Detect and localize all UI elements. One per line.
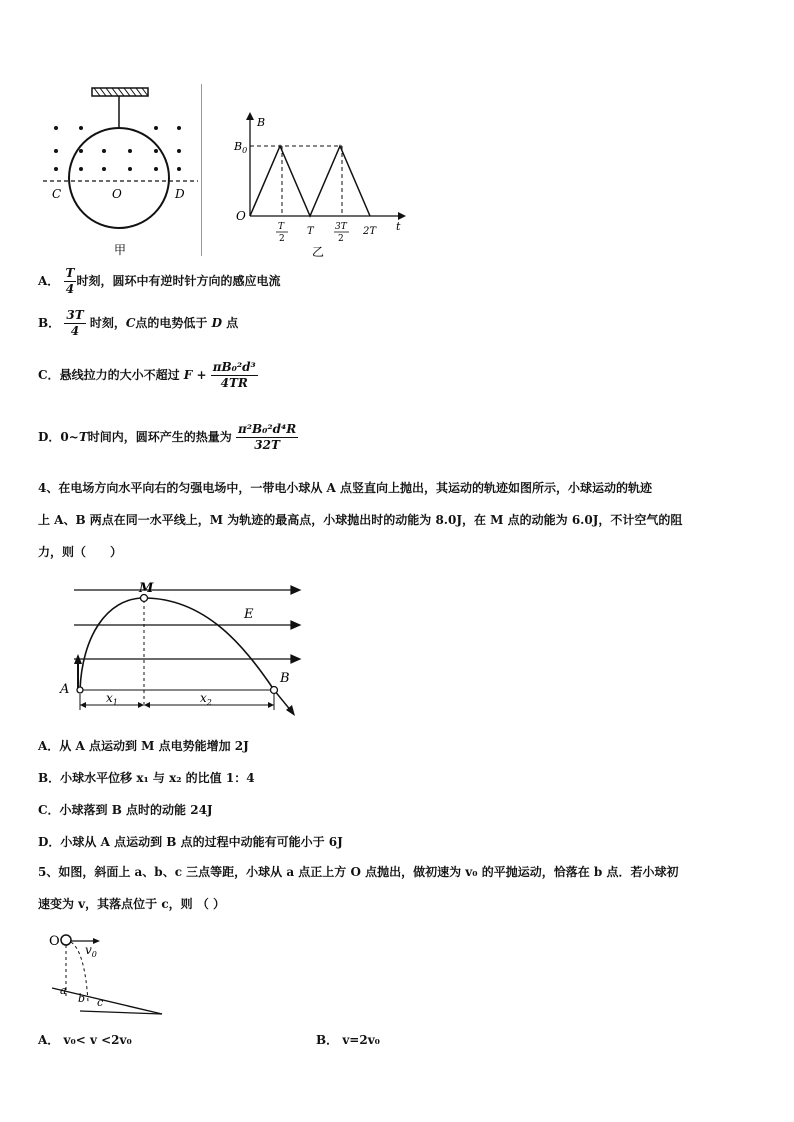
graph-b0-label: $B_0$	[234, 140, 248, 155]
ring-label-c: C	[52, 187, 62, 201]
q5-option-b: B． v=2v₀	[316, 1033, 380, 1047]
figure-divider	[201, 84, 202, 256]
figure-caption-left: 甲	[114, 243, 127, 257]
trajectory-figure	[56, 578, 306, 720]
frac-force-bound: $\frac{\text{πB₀²d³}}{4TR}$	[212, 360, 256, 390]
q4-option-a: A．从 A 点运动到 M 点电势能增加 2J	[38, 739, 249, 753]
ring-label-o: O	[112, 187, 122, 201]
q5-option-a: A． v₀< v <2v₀	[38, 1033, 132, 1047]
graph-t-axis-label: t	[396, 220, 401, 233]
proj-label-b: b	[78, 992, 86, 1005]
graph-b-axis-label: B	[257, 116, 266, 129]
figure-caption-right: 乙	[312, 245, 325, 259]
traj-label-m: M	[139, 581, 154, 596]
traj-label-x1: $x_1$	[106, 691, 118, 707]
q5-stem: 5、如图，斜面上 a、b、c 三点等距，小球从 a 点正上方 O 点抛出，做初速为 v₀ 的平抛运动，恰落在 b 点．若小球初 速变为 v，其落点位于 c，则 （ ）	[38, 865, 679, 911]
q4-option-d: D．小球从 A 点运动到 B 点的过程中动能有可能小于 6J	[38, 835, 343, 849]
bt-graph	[230, 108, 414, 262]
proj-label-c: c	[97, 996, 104, 1009]
triangle-wave	[250, 146, 370, 216]
graph-origin-label: O	[236, 209, 246, 223]
projectile-figure	[40, 928, 180, 1024]
frac-heat: $\frac{\text{π²B₀²d⁴R}}{32T}$	[237, 422, 297, 452]
ring-figure	[38, 82, 208, 262]
traj-label-b: B	[280, 671, 290, 686]
proj-label-o: O	[49, 934, 60, 949]
tick-t-half: T	[278, 222, 285, 232]
q4-options	[38, 730, 758, 858]
q4-option-c: C．小球落到 B 点时的动能 24J	[38, 803, 213, 817]
ring-label-d: D	[175, 187, 185, 201]
tick-3t-half: 3T	[335, 222, 347, 232]
tick-t: T	[307, 226, 314, 237]
q4-stem: 4、在电场方向水平向右的匀强电场中，一带电小球从 A 点竖直向上抛出，其运动的轨迹如图所示，小球运动的轨迹 上 A、B 两点在同一水平线上，M 为轨迹的最高点，小球抛出时的动能为 8.0J，在 M 点的动能为 6.0J，不计空气的阻 力，则（ ）	[38, 481, 683, 559]
proj-label-v0: $v_0$	[85, 943, 97, 959]
q4-option-b: B．小球水平位移 x₁ 与 x₂ 的比值 1：4	[38, 771, 255, 785]
traj-label-a: A	[60, 682, 70, 697]
tick-3t-half-den: 2	[338, 234, 344, 244]
traj-label-e: E	[244, 607, 254, 622]
q3-option-a: A． $\frac{T}{4}$ 时刻，圆环中有逆时针方向的感应电流	[38, 266, 281, 296]
frac-t-4: $\frac{T}{4}$	[65, 266, 75, 296]
tick-2t: 2T	[363, 226, 377, 237]
traj-label-x2: $x_2$	[200, 691, 212, 707]
q3-option-b: B． $\frac{3T}{4}$ 时刻，C点的电势低于 D 点	[38, 308, 239, 338]
proj-label-a: a	[60, 984, 67, 997]
tick-t-half-den: 2	[279, 234, 285, 244]
q3-option-c: C．悬线拉力的大小不超过 F + $\frac{\text{πB₀²d³}}{4TR}$	[38, 360, 256, 390]
frac-3t-4: $\frac{3T}{4}$	[66, 308, 84, 338]
q3-option-d: D．0~T时间内，圆环产生的热量为 $\frac{\text{π²B₀²d⁴R}}{32T}$	[38, 422, 297, 452]
